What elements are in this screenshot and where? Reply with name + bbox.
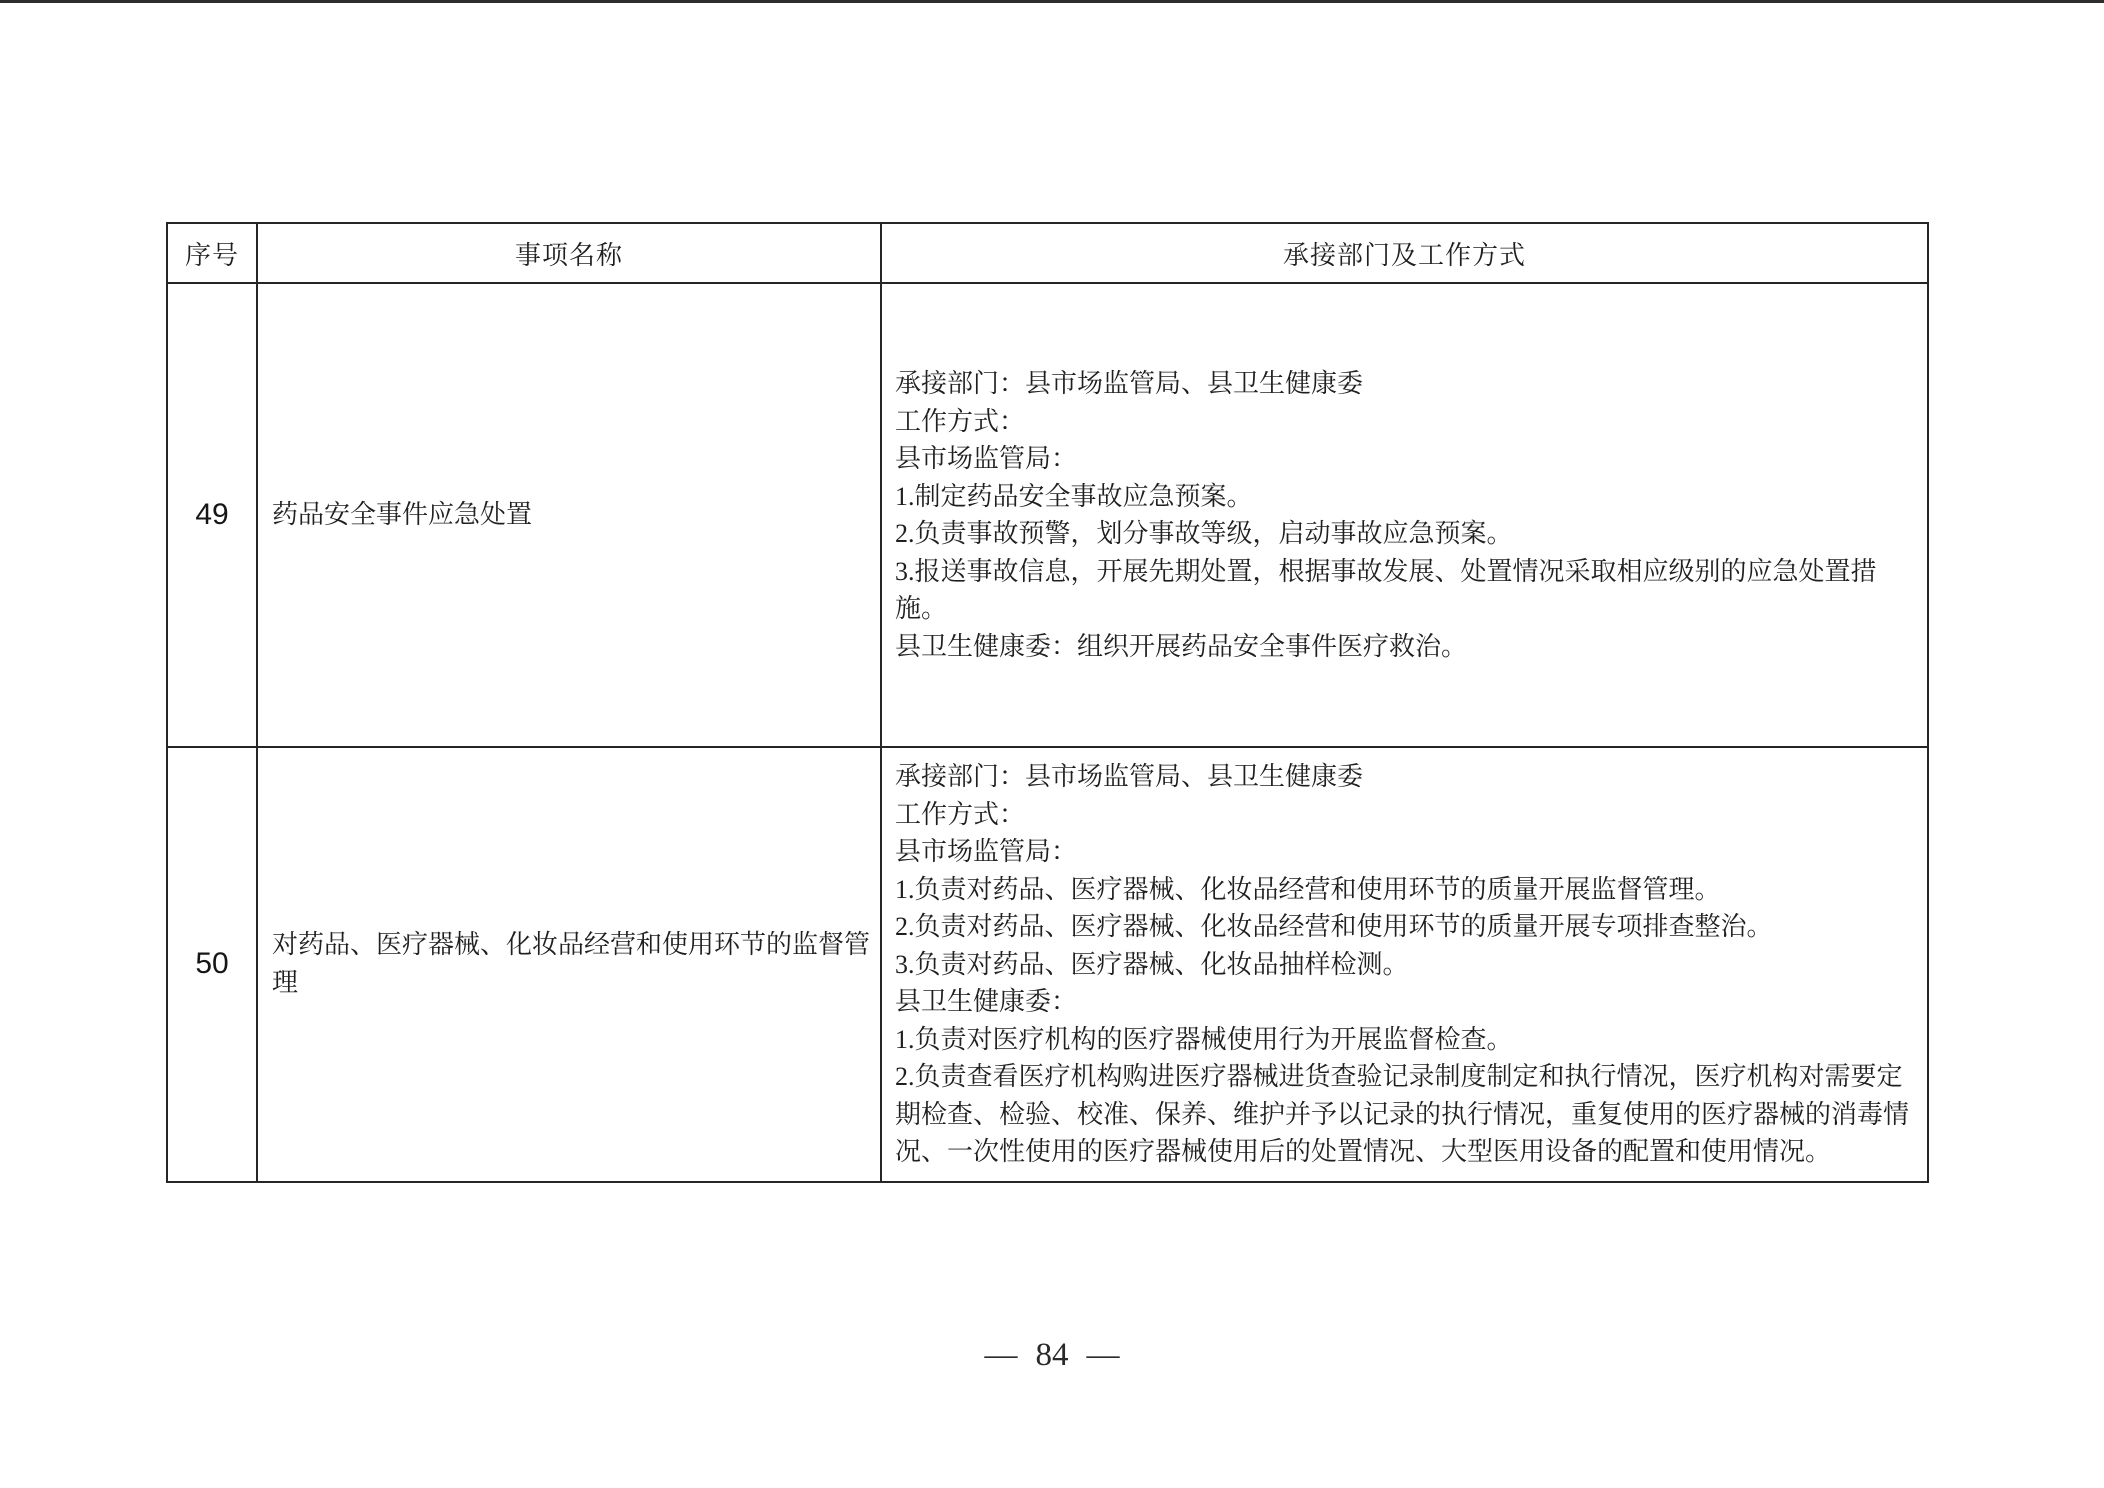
header-item-name: 事项名称 (257, 223, 881, 283)
page-number-value: 84 (1035, 1337, 1069, 1373)
detail-line: 工作方式： (895, 406, 1026, 436)
row-details-cell (881, 283, 1928, 747)
detail-line: 1.制定药品安全事故应急预案。 (895, 481, 1253, 511)
detail-line: 1.负责对药品、医疗器械、化妆品经营和使用环节的质量开展监督管理。 (895, 874, 1721, 904)
detail-line: 2.负责查看医疗机构购进医疗器械进货查验记录制度制定和执行情况，医疗机构对需要定期检查、检验、校准、保养、维护并予以记录的执行情况，重复使用的医疗器械的消毒情况、一次性使用的医疗器械使用后的处置情况、大型医用设备的配置和使用情况。 (895, 1062, 1910, 1166)
row-item-name: 对药品、医疗器械、化妆品经营和使用环节的监督管理 (257, 747, 881, 1182)
detail-line: 3.负责对药品、医疗器械、化妆品抽样检测。 (895, 949, 1409, 979)
row-serial-number: 49 (167, 283, 257, 747)
page-number-left-dash: — (984, 1337, 1018, 1373)
table-row (167, 283, 1928, 747)
page-number-right-dash: — (1086, 1337, 1120, 1373)
detail-line: 承接部门：县市场监管局、县卫生健康委 (895, 762, 1364, 791)
page-number (0, 1337, 2104, 1374)
detail-line: 县卫生健康委： (895, 987, 1078, 1016)
detail-line: 1.负责对医疗机构的医疗器械使用行为开展监督检查。 (895, 1024, 1513, 1054)
detail-line: 县市场监管局： (895, 837, 1078, 866)
detail-line: 3.报送事故信息，开展先期处置，根据事故发展、处置情况采取相应级别的应急处置措施。 (895, 556, 1877, 623)
detail-line: 县市场监管局： (895, 444, 1078, 473)
row-item-name: 药品安全事件应急处置 (257, 283, 881, 747)
header-department-method: 承接部门及工作方式 (881, 223, 1928, 283)
page-top-edge (0, 0, 2104, 3)
row-details-cell (881, 747, 1928, 1182)
table-row (167, 747, 1928, 1182)
detail-line: 2.负责事故预警，划分事故等级，启动事故应急预案。 (895, 519, 1513, 548)
row-serial-number: 50 (167, 747, 257, 1182)
detail-line: 县卫生健康委：组织开展药品安全事件医疗救治。 (895, 631, 1468, 661)
detail-line: 承接部门：县市场监管局、县卫生健康委 (895, 369, 1364, 398)
detail-line: 工作方式： (895, 799, 1026, 829)
header-serial-number: 序号 (167, 223, 257, 283)
matters-table (166, 222, 1929, 1183)
detail-line: 2.负责对药品、医疗器械、化妆品经营和使用环节的质量开展专项排查整治。 (895, 912, 1773, 941)
table-header-row (167, 223, 1928, 283)
